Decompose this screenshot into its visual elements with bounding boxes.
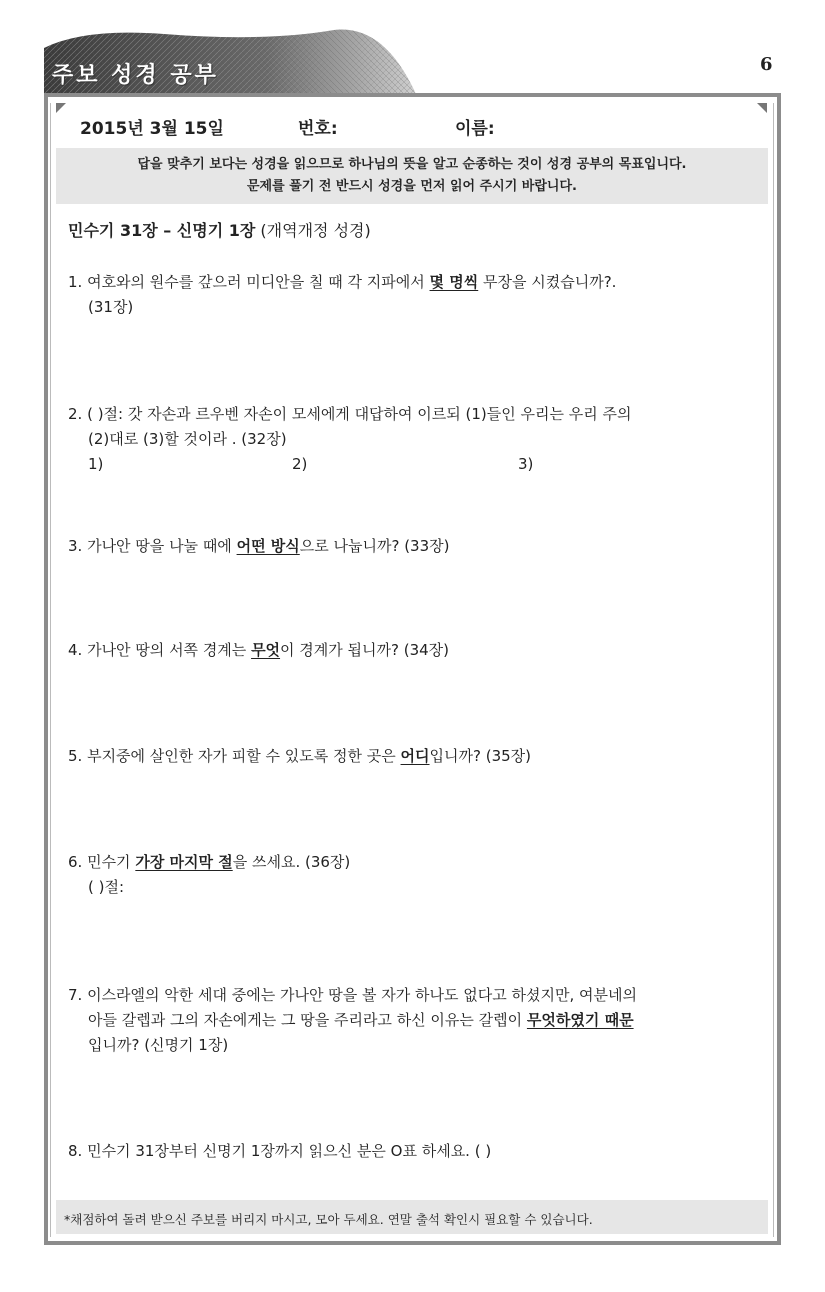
date: 2015년 3월 15일: [80, 119, 224, 139]
question-text: 무장을 시켰습니까?.: [478, 273, 617, 291]
question-8: [68, 1139, 758, 1164]
frame-right: [777, 93, 781, 1243]
question-text: 6. 민수기: [68, 853, 136, 871]
question-text: 8. 민수기 31장부터 신명기 1장까지 읽으신 분은 O표 하세요. ( ): [68, 1142, 492, 1160]
number-label: 번호:: [298, 119, 338, 139]
question-chapter: (31장): [88, 298, 134, 316]
frame-bottom: [44, 1241, 781, 1245]
page-number: 6: [760, 54, 773, 75]
question-keyword: 무엇하였기 때문: [526, 1011, 634, 1029]
frame-left: [44, 93, 48, 1243]
question-text-line-2: [68, 1008, 758, 1033]
question-text: 4. 가나안 땅의 서쪽 경계는: [68, 641, 252, 659]
question-1: [68, 270, 758, 320]
question-text: 을 쓰세요. (36장): [232, 853, 351, 871]
question-text: 1. 여호와의 원수를 갚으러 미디안을 칠 때 각 지파에서: [68, 273, 430, 291]
question-text: 이 경계가 됩니까? (34장): [280, 641, 450, 659]
instruction-notice: [56, 148, 768, 204]
question-text: 2. ( )절: 갓 자손과 르우벤 자손이 모세에게 대답하여 이르되 (1)들인 우리는 우리 주의: [68, 405, 632, 423]
frame-inner-left: [50, 103, 51, 1237]
question-7: [68, 983, 758, 1058]
question-keyword: 어디: [400, 747, 430, 765]
page-header-title: 주보 성경 공부: [52, 63, 219, 88]
corner-mark-left: [56, 103, 66, 113]
question-text-line-3: 입니까? (신명기 1장): [88, 1036, 229, 1054]
footer-note: *채점하여 돌려 받으신 주보를 버리지 마시고, 모아 두세요. 연말 출석 확인시 필요할 수 있습니다.: [64, 1212, 593, 1227]
question-6: [68, 850, 758, 900]
answer-slot-3: 3): [518, 455, 534, 473]
question-text: 으로 나눕니까? (33장): [299, 537, 450, 555]
answer-slot-1: 1): [88, 455, 104, 473]
notice-line-1: 답을 맞추기 보다는 성경을 읽으므로 하나님의 뜻을 알고 순종하는 것이 성경 공부의 목표입니다.: [137, 157, 687, 172]
reading-range: [68, 218, 371, 241]
question-4: [68, 638, 758, 663]
name-label: 이름:: [455, 119, 495, 139]
question-keyword: 가장 마지막 절: [135, 853, 233, 871]
question-2: [68, 402, 758, 477]
bible-version: (개역개정 성경): [255, 221, 371, 240]
notice-line-2: 문제를 풀기 전 반드시 성경을 먼저 읽어 주시기 바랍니다.: [247, 179, 577, 194]
question-text: 5. 부지중에 살인한 자가 피할 수 있도록 정한 곳은: [68, 747, 401, 765]
verse-answer-line: ( )절:: [88, 878, 125, 896]
answer-slots: [68, 452, 758, 477]
question-keyword: 무엇: [251, 641, 281, 659]
answer-slot-2: 2): [292, 455, 308, 473]
frame-top: [44, 93, 781, 97]
question-text-line-2: (2)대로 (3)할 것이라 . (32장): [88, 430, 287, 448]
question-3: [68, 534, 758, 559]
reading-range-title: 민수기 31장 – 신명기 1장: [68, 221, 256, 240]
question-text: 입니까? (35장): [429, 747, 532, 765]
question-text: 7. 이스라엘의 악한 세대 중에는 가나안 땅을 볼 자가 하나도 없다고 하셨지만, 여분네의: [68, 986, 637, 1004]
question-text: 아들 갈렙과 그의 자손에게는 그 땅을 주리라고 하신 이유는 갈렙이: [88, 1011, 527, 1029]
question-5: [68, 744, 758, 769]
frame-inner-right: [773, 103, 774, 1237]
question-keyword: 어떤 방식: [236, 537, 300, 555]
corner-mark-right: [757, 103, 767, 113]
question-keyword: 몇 명씩: [429, 273, 479, 291]
question-text: 3. 가나안 땅을 나눌 때에: [68, 537, 237, 555]
